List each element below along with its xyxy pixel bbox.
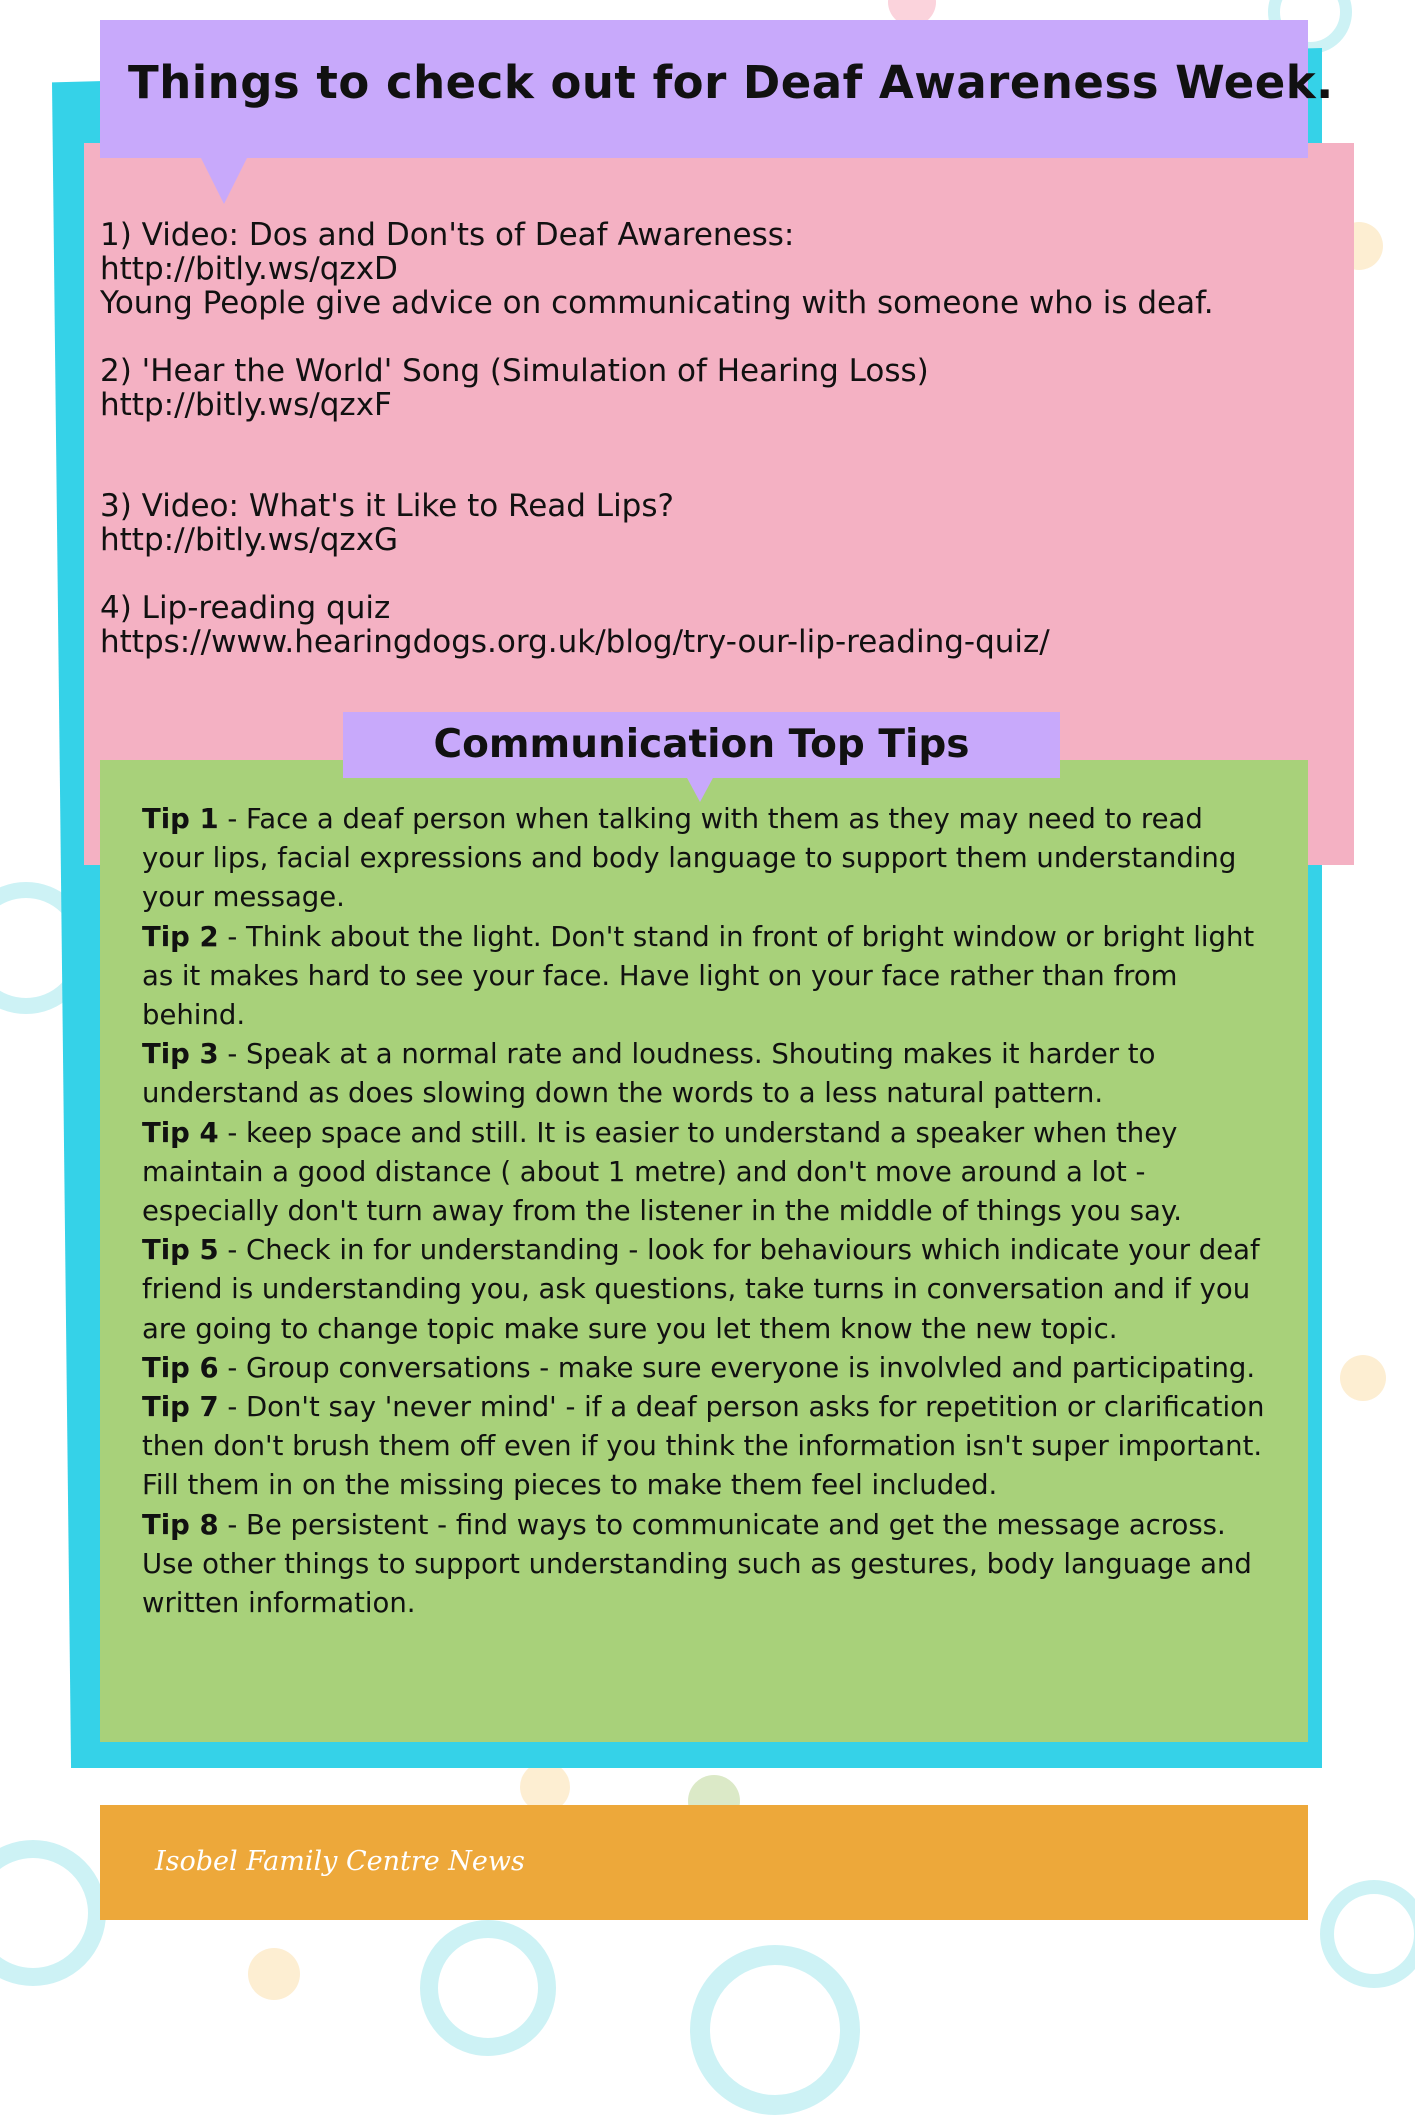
resource-title: 2) 'Hear the World' Song (Simulation of Hearing Loss)	[100, 353, 929, 389]
resource-item-4	[100, 591, 1050, 659]
tip-item-3	[142, 1035, 1272, 1113]
tip-text: - Check in for understanding - look for behaviours which indicate your deaf friend is understanding you, ask questions, take turns in conversation and if you are going to change topic make sure you let them know the new topic.	[142, 1234, 1260, 1345]
decor-dot-yellow	[1340, 1355, 1386, 1401]
tip-text: - Think about the light. Don't stand in front of bright window or bright light as it makes hard to see your face. Have light on your face rather than from behind.	[142, 920, 1255, 1032]
decor-ring-cyan	[1320, 1880, 1415, 1988]
tip-label: Tip 8	[142, 1508, 219, 1541]
tip-item-6	[142, 1349, 1272, 1388]
tip-label: Tip 6	[142, 1351, 219, 1384]
tip-text: - Be persistent - find ways to communicate and get the message across. Use other things to support understanding such as gestures, body language and written information.	[142, 1508, 1252, 1620]
resource-link[interactable]: http://bitly.ws/qzxG	[100, 522, 399, 558]
tip-label: Tip 5	[142, 1234, 219, 1267]
decor-ring-cyan	[0, 1840, 106, 1986]
tip-text: - Face a deaf person when talking with them as they may need to read your lips, facial expressions and body language to support them understanding your message.	[142, 803, 1237, 914]
tip-label: Tip 1	[142, 803, 219, 835]
tip-item-7	[142, 1388, 1272, 1506]
resource-title: 4) Lip-reading quiz	[100, 590, 391, 626]
decor-ring-cyan	[690, 1945, 860, 2115]
decor-dot-yellow	[248, 1948, 300, 2000]
tip-text: - Group conversations - make sure everyone is involvled and participating.	[218, 1351, 1256, 1384]
tip-item-5	[142, 1231, 1272, 1349]
tip-item-4	[142, 1114, 1272, 1232]
resource-title: 3) Video: What's it Like to Read Lips?	[100, 488, 674, 524]
tips-heading: Communication Top Tips	[433, 722, 970, 767]
resource-item-2	[100, 354, 929, 422]
resource-description: Young People give advice on communicating with someone who is deaf.	[100, 285, 1214, 321]
tip-item-2	[142, 918, 1272, 1036]
resource-item-1	[100, 218, 1214, 320]
resource-title: 1) Video: Dos and Don'ts of Deaf Awareness:	[100, 217, 795, 253]
tips-bubble-tail	[686, 776, 714, 802]
tip-text: - Don't say 'never mind' - if a deaf person asks for repetition or clarification then don't brush them off even if you think the information isn't super important. Fill them in on the missing pieces to make them feel included.	[142, 1391, 1265, 1502]
resource-item-3	[100, 489, 674, 557]
tip-item-8	[142, 1506, 1272, 1624]
resource-link[interactable]: https://www.hearingdogs.org.uk/blog/try-our-lip-reading-quiz/	[100, 624, 1050, 660]
tips-list	[142, 800, 1272, 1623]
tip-label: Tip 2	[142, 920, 219, 953]
decor-ring-cyan	[420, 1920, 556, 2056]
resource-link[interactable]: http://bitly.ws/qzxD	[100, 251, 398, 287]
tip-item-1	[142, 800, 1272, 918]
tip-text: - Speak at a normal rate and loudness. Shouting makes it harder to understand as does slowing down the words to a less natural pattern.	[142, 1038, 1156, 1110]
page-title: Things to check out for Deaf Awareness Week.	[128, 56, 1334, 109]
tip-text: - keep space and still. It is easier to understand a speaker when they maintain a good distance ( about 1 metre) and don't move around a lot - especially don't turn away from the listener in the middle of things you say.	[142, 1116, 1182, 1228]
tip-label: Tip 7	[142, 1391, 219, 1424]
footer-text: Isobel Family Centre News	[155, 1846, 525, 1877]
title-bubble-tail	[200, 156, 248, 204]
resource-link[interactable]: http://bitly.ws/qzxF	[100, 387, 392, 423]
tip-label: Tip 4	[142, 1116, 219, 1149]
tip-label: Tip 3	[142, 1038, 219, 1071]
